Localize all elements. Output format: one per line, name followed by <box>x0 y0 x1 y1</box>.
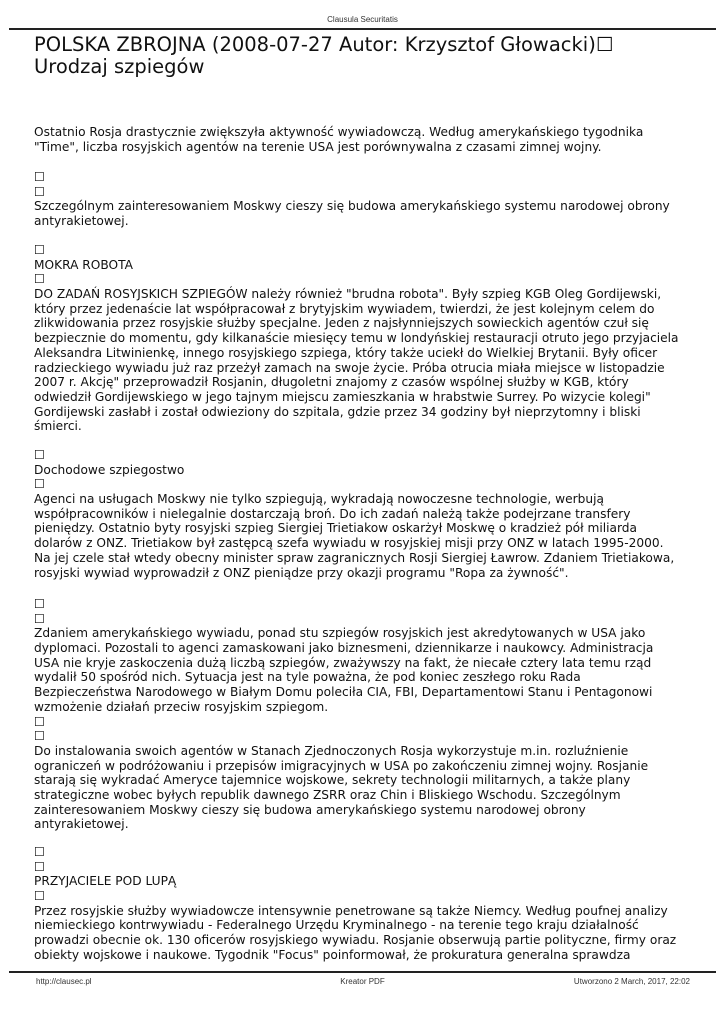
footer-url[interactable]: http://clausec.pl <box>36 977 92 986</box>
box-placeholder-icon: ☐ <box>34 611 45 626</box>
text-line: niemieckiego kontrwywiadu - Federalnego Urzędu Kryminalnego - na terenie tego kraju działalność <box>34 918 639 933</box>
text-block <box>34 243 679 434</box>
text-line: antyrakietowej. <box>34 817 129 832</box>
box-placeholder-icon: ☐ <box>34 184 45 199</box>
text-line: pieniędzy. Ostatnio byty rosyjski szpieg Siergiej Trietiakow oskarżył Moskwę o kradzież pół miliarda <box>34 521 637 536</box>
text-line: zlikwidowania przez rosyjskie służby specjalne. Jeden z najsłynniejszych sowieckich agentów czuł się <box>34 316 649 331</box>
text-block <box>34 170 670 229</box>
text-line: Bezpieczeństwa Narodowego w Białym Domu poleciła CIA, FBI, Departamentowi Stanu i Pentagonowi <box>34 685 653 700</box>
box-placeholder-icon: ☐ <box>34 597 45 611</box>
text-line: Zdaniem amerykańskiego wywiadu, ponad stu szpiegów rosyjskich jest akredytowanych w USA jako <box>34 626 646 641</box>
header-divider <box>9 28 716 30</box>
text-line: wydalił 50 spośród nich. Sytuacja jest na tyle poważna, że pod koniec zeszłego roku Rada <box>34 670 581 685</box>
text-line: antyrakietowej. <box>34 214 129 229</box>
text-line: współpracowników i nielegalnie dostarczają broń. Do ich zadań należą także podejrzane transfery <box>34 506 631 521</box>
text-line: wzmożenie działań przeciw rosyjskim szpiegom. <box>34 699 329 714</box>
title-line-source: POLSKA ZBROJNA (2008-07-27 Autor: Krzysztof Głowacki)☐ <box>34 33 614 56</box>
text-line: Aleksandra Litwinienkę, innego rosyjskiego szpiega, który także uciekł do Wielkiej Brytanii. Były oficer <box>34 345 658 360</box>
text-line: Przez rosyjskie służby wywiadowcze intensywnie penetrowane są także Niemcy. Według poufnej analizy <box>34 903 668 918</box>
text-block <box>34 125 643 154</box>
box-placeholder-icon: ☐ <box>34 845 45 859</box>
text-line: MOKRA ROBOTA <box>34 257 133 272</box>
text-block <box>34 448 674 580</box>
text-line: Szczególnym zainteresowaniem Moskwy cieszy się budowa amerykańskiego systemu narodowej obrony <box>34 199 670 214</box>
text-line: Gordijewski zasłabł i został odwieziony do szpitala, gdzie przez 34 godziny był nieprzytomny i bliski <box>34 404 641 419</box>
running-header: Clausula Securitatis <box>327 15 398 24</box>
text-line: który przez jedenaście lat współpracował z brytyjskim wywiadem, twierdzi, że jest kolejnym celem do <box>34 301 655 316</box>
text-line: Dochodowe szpiegostwo <box>34 462 185 477</box>
box-placeholder-icon: ☐ <box>34 889 45 904</box>
footer-divider <box>9 971 716 973</box>
text-line: USA nie kryje zaskoczenia dużą liczbą szpiegów, zważywszy na fakt, że niecałe cztery lata temu rząd <box>34 655 652 670</box>
text-line: DO ZADAŃ ROSYJSKICH SZPIEGÓW należy również "brudna robota". Były szpieg KGB Oleg Gordijewski, <box>34 287 662 302</box>
text-line: Do instalowania swoich agentów w Stanach Zjednoczonych Rosja wykorzystuje m.in. rozluźnienie <box>34 743 629 758</box>
box-placeholder-icon: ☐ <box>34 859 45 874</box>
title-line-headline: Urodzaj szpiegów <box>34 55 205 78</box>
text-line: bezpiecznie do momentu, gdy kilkanaście miesięcy temu w londyńskiej restauracji otruto jego przyjaciela <box>34 331 679 346</box>
box-placeholder-icon: ☐ <box>34 729 45 744</box>
text-line: rosyjski wywiad wyprowadził z ONZ pieniądze przy okazji programu "Ropa za żywność". <box>34 565 569 580</box>
text-line: radzieckiego wywiadu już raz przeżył zamach na swoje życie. Próba otrucia miała miejsce w listopadzie <box>34 360 665 375</box>
box-placeholder-icon: ☐ <box>34 477 45 492</box>
box-placeholder-icon: ☐ <box>34 448 45 462</box>
text-line: strategiczne wobec byłych republik dawnego ZSRR oraz Chin i Bliskiego Wschodu. Szczególnym <box>34 787 621 802</box>
text-line: obiekty wojskowe i naukowe. Tygodnik "Focus" poinformował, że prokuratura generalna sprawdza <box>34 947 631 962</box>
text-line: Agenci na usługach Moskwy nie tylko szpiegują, wykradają nowoczesne technologie, werbują <box>34 492 604 507</box>
box-placeholder-icon: ☐ <box>34 714 45 729</box>
text-line: odwiedził Gordijewskiego w jego tajnym miejscu zamieszkania w hrabstwie Surrey. Po wizycie kolegi" <box>34 389 651 404</box>
box-placeholder-icon: ☐ <box>34 243 45 257</box>
text-line: dolarów z ONZ. Trietiakow był zastępcą szefa wywiadu w rosyjskiej misji przy ONZ w latach 1995-2000. <box>34 536 664 551</box>
text-line: dyplomaci. Pozostali to agenci zamaskowani jako biznesmeni, dziennikarze i naukowcy. Administracja <box>34 641 654 656</box>
text-line: PRZYJACIELE POD LUPĄ <box>34 874 177 889</box>
text-line: 2007 r. Akcję" przeprowadził Rosjanin, długoletni znajomy z czasów wspólnej służby w KGB, który <box>34 375 629 390</box>
text-block <box>34 597 653 832</box>
text-line: starają się wykradać Ameryce tajemnice wojskowe, sekrety technologii militarnych, a także plany <box>34 773 631 788</box>
text-line: "Time", liczba rosyjskich agentów na terenie USA jest porównywalna z czasami zimnej wojny. <box>34 139 602 154</box>
footer-created-date: Utworzono 2 March, 2017, 22:02 <box>573 977 690 986</box>
text-line: Na jej czele stał wtedy obecny minister spraw zagranicznych Rosji Siergiej Ławrow. Zdaniem Trietiakowa, <box>34 550 675 565</box>
text-block <box>34 845 676 963</box>
text-line: ograniczeń w podróżowaniu i przepisów imigracyjnych w USA po zakończeniu zimnej wojny. Rosjanie <box>34 758 649 773</box>
box-placeholder-icon: ☐ <box>34 170 45 184</box>
footer-creator: Kreator PDF <box>340 977 385 986</box>
text-line: Ostatnio Rosja drastycznie zwiększyła aktywność wywiadowczą. Według amerykańskiego tygodnika <box>34 125 644 139</box>
text-line: śmierci. <box>34 419 82 434</box>
text-line: prowadzi obecnie ok. 130 oficerów rosyjskiego wywiadu. Rosjanie obserwują partie polityczne, firmy oraz <box>34 933 677 948</box>
text-line: zainteresowaniem Moskwy cieszy się budowa amerykańskiego systemu narodowej obrony <box>34 802 586 817</box>
article-title <box>34 34 613 78</box>
box-placeholder-icon: ☐ <box>34 272 45 287</box>
